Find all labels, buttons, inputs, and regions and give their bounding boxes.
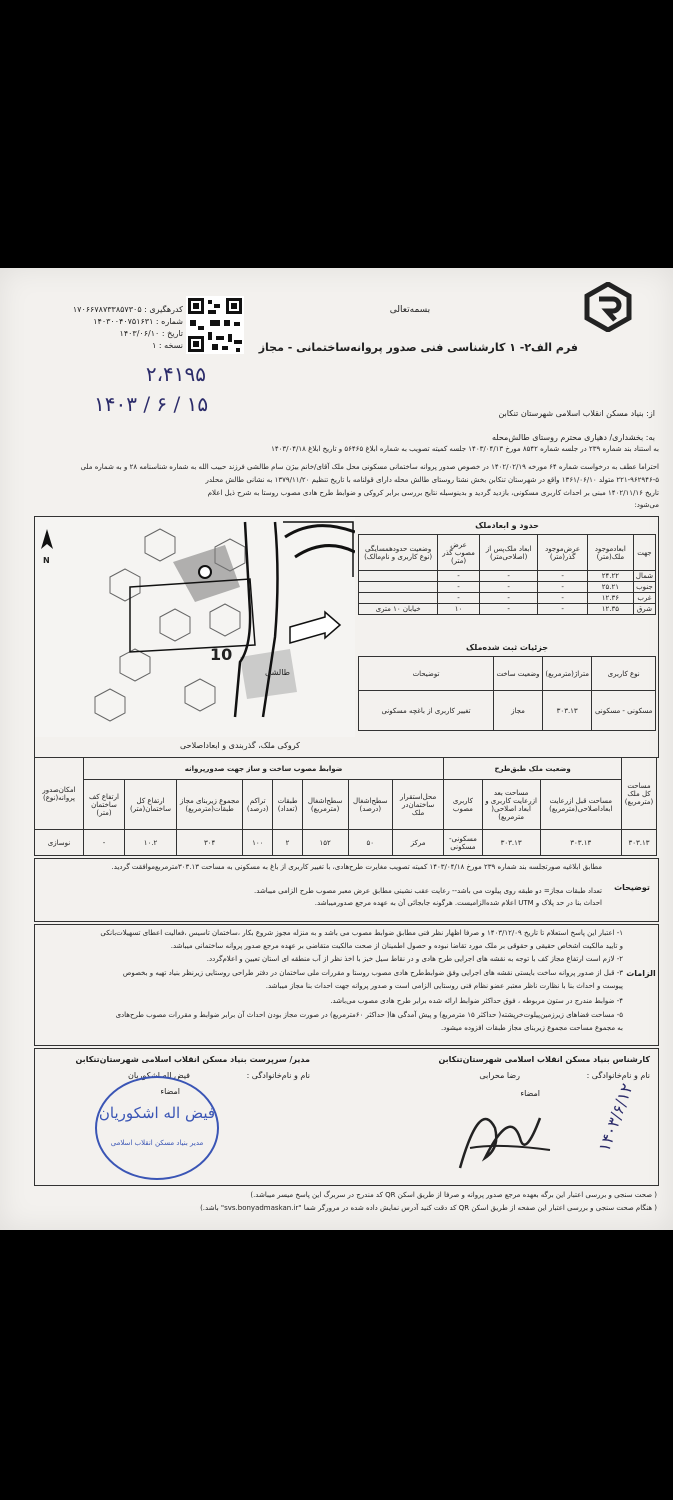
boundaries-header: ابعاد ملک‌پس از (اصلاحی‌متر) (479, 535, 538, 571)
status-header-before: مساحت قبل ازرعایت ابعاداصلاحی(مترمربع) (540, 780, 621, 830)
rules-header: مجموع زیربنای مجاز طبقات(مترمربع) (177, 780, 243, 830)
expert-title: کارشناس بنیاد مسکن انقلاب اسلامی شهرستان‌تنکابن (438, 1055, 650, 1064)
stamp-name: فیض اله اشکوریان (98, 1104, 216, 1122)
stamp-subtitle: مدیر بنیاد مسکن انقلاب اسلامی (110, 1139, 204, 1147)
road-label: طالشی (265, 668, 291, 677)
north-arrow-icon (41, 529, 53, 549)
registered-header: متراژ(مترمربع) (543, 657, 592, 691)
registered-row: مسکونی - مسکونی ۳۰۳.۱۳ مجاز تغییر کاربری از باغچه مسکونی (359, 691, 656, 731)
handwritten-date: ۱۴۰۳ / ۶ / ۱۵ (94, 392, 209, 416)
map-caption: کروکی ملک، گذربندی و ابعاداصلاحی (180, 741, 300, 750)
obligation-item: ۲- لازم است ارتفاع مجاز کف با توجه به نقشه های اجرایی طرح هادی و در نقاط سیل خیز با اخذ نظر از آب منطقه ای استان تعیین و اعلام‌گردد. (206, 955, 623, 963)
property-map (35, 517, 355, 737)
expert-sign-label: امضاء (520, 1089, 540, 1098)
form-title: فرم الف۲- ۱ کارشناسی فنی صدور پروانه‌ساختمانی - مجاز (258, 341, 578, 354)
status-header-after: مساحت بعد ازرعایت کاربری و ابعاد اصلاحی( مترمربع) (482, 780, 540, 830)
boundary-row: جنوب ۲۵.۲۱ - - - (359, 582, 656, 593)
document-page (0, 268, 673, 1230)
manager-name-label: نام و نام‌خانوادگی : (246, 1071, 310, 1080)
access-arrow-icon (290, 612, 340, 643)
boundaries-header: جهت (633, 535, 655, 571)
registered-header: وضعیت ساخت (494, 657, 543, 691)
handwritten-sign-date: ۱۴۰۳/۶/۱۲ (594, 1080, 637, 1155)
status-rules-values: ۳۰۳.۱۳ ۳۰۳.۱۳ ۳۰۳.۱۳ مسکونی- مسکونی مرکز ۵۰ ۱۵۲ ۲ ۱۰۰ ۳۰۴ ۱۰.۲ - نوسازی (35, 830, 657, 856)
boundaries-header: ابعادموجود ملک(متر) (587, 535, 633, 571)
intro-line-4: تاریخ ۱۴۰۲/۱۱/۱۶ مبنی بر احداث کاربری مسکونی، بازدید گردید و بدینوسیله نتایج بررسی برابر کروکی و ضوابط طرح هادی مصوب روستا به شرح ذیل اعلام (207, 489, 659, 497)
intro-line-1: به استناد بند شماره ۲۳۹ در جلسه شماره ۸۵۴۲ مورخ ۱۴۰۳/۰۴/۱۳ جلسه کمیته تصویب به شماره ابلاغ ۵۶۴۶۵ و تاریخ ابلاغ ۱۴۰۳/۰۴/۱۸ (271, 445, 659, 453)
handwritten-number: ۲،۴۱۹۵ (145, 362, 206, 386)
obligations-label: الزامات (626, 969, 656, 978)
tracking-code: کدرهگیری : ۱۷۰۶۶۷۸۷۳۳۸۵۷۳۰۵ (72, 305, 183, 314)
status-title: وضعیت ملک طبق‌طرح (444, 758, 622, 780)
manager-title: مدیر/ سرپرست بنیاد مسکن انقلاب اسلامی شهرستان‌تنکابن (75, 1055, 310, 1064)
letter-number: شماره : ۱۴۰۳۰۰۴۰۷۵۱۶۳۱ (93, 317, 183, 326)
boundary-row: شمال ۲۴.۲۲ - - - (359, 571, 656, 582)
expert-signature (440, 1088, 560, 1178)
manager-sign-label: امضاء (160, 1087, 180, 1096)
to-line: به: بخشداری/ دهیاری محترم روستای طالش‌محله (491, 433, 655, 442)
obligation-item: ۴- ضوابط مندرج در ستون مربوطه ، فوق حداکثر ضوابط ارائه شده برابر طرح هادی مصوب می‌باشد. (330, 997, 623, 1005)
expert-name: رضا محرابی (479, 1071, 520, 1080)
north-label: N (43, 556, 50, 565)
notes-label: توضیحات (614, 883, 650, 892)
footer-line-1: ( صحت سنجی و بررسی اعتبار این برگه بعهده مرجع صدور پروانه و صرفا از طریق اسکن QR کد مندرج در سربرگ این پاسخ میسر میباشد.) (250, 1191, 657, 1199)
official-stamp (95, 1076, 219, 1180)
intro-line-5: می‌شود: (634, 501, 659, 509)
rules-header: ارتفاع کل ساختمان(متر) (124, 780, 176, 830)
total-area-header: مساحت کل ملک (مترمربع) (622, 758, 657, 830)
boundaries-table (358, 534, 656, 615)
rules-header: محل‌استقرار ساختمان‌در ملک (392, 780, 443, 830)
status-header-use: کاربری مصوب (444, 780, 482, 830)
bismillah: بسمه‌تعالی (389, 305, 431, 315)
boundaries-header: عرض مصوب گذر (متر) (438, 535, 480, 571)
registered-table (358, 656, 656, 731)
road-width-label: 10 (210, 645, 233, 664)
permit-header: امکان‌صدور پروانه(نوع) (35, 758, 84, 830)
letter-date: تاریخ : ۱۴۰۳/۰۶/۱۰ (119, 329, 183, 338)
obligation-item: و تایید مالکیت اشخاص حقیقی و حقوقی بر ملک مورد تقاضا نبوده و حصول اطمینان از صحت مالکیت متقاضی بر عهده مرجع صدور پروانه ساختمانی میباشد. (170, 942, 623, 950)
obligation-item: ۱- اعتبار این پاسخ استعلام تا تاریخ ۱۴۰۳/۱۲/۰۹ و صرفا اظهار نظر فنی مطابق ضوابط مصوب می باشد و به منزله مجوز شروع بکار ،ساختمان تاسیس ،فعالیت اعطای تسهیلات‌بانکی (100, 929, 623, 937)
intro-line-2: احتراما عطف به درخواست شماره ۶۴ مورخه ۱۴۰۲/۰۲/۱۹ در خصوص صدور پروانه ساختمانی مسکونی محل ملک آقای/خانم بیژن سام طالشی فرزند حبیب الله به شماره شناسنامه ۲۸ و به شماره ملی (80, 463, 659, 471)
rules-header: سطح‌اشغال (درصد) (348, 780, 392, 830)
notes-line-2: تعداد طبقات مجاز= دو طبقه روی پیلوت می باشد-- رعایت عقب نشینی مطابق عرض معبر مصوب طرح الزامی میباشد. (254, 887, 602, 895)
footer-line-2: ( هنگام صحت سنجی و بررسی اعتبار این صفحه از طریق اسکن QR کد دقت کنید آدرس نمایش داده شده در مرورگر شما "svs.bonyadmaskan.ir" باشد.) (200, 1204, 657, 1212)
obligation-item: به مجموع مساحت مجموع زیربنای مجاز طبقات افزوده میشود. (440, 1024, 623, 1032)
notes-line-3: احداث بنا در حد پلاک و UTM اعلام شده‌الزامیست. هرگونه جابجائی آن به عهده مرجع صدورمیباشد. (314, 899, 602, 907)
notes-line-1: مطابق ابلاغیه صورتجلسه بند شماره ۲۳۹ مورخ ۱۴۰۳/۰۴/۱۸ کمیته تصویب مغایرت طرح‌هادی، با تغییر کاربری از باغ به مسکونی به مساحت ۳۰۳.۱۳مترمربع‌موافقت گردید. (111, 863, 602, 871)
rules-header: طبقات (تعداد) (273, 780, 302, 830)
obligation-item: ۳- قبل از صدور پروانه ساخت بایستی نقشه های اجرایی وفق ضوابط‌طرح هادی مصوب روستا و مقررات ملی ساختمان در دفتر طراحی روستایی زیرنظر بنیاد تهیه و بخصوص (122, 969, 623, 977)
boundaries-header: وضعیت حدودهمسایگی (نوع کاربری و نام‌مالک) (359, 535, 438, 571)
qr-code-icon (186, 296, 244, 354)
boundaries-header: عرض‌موجود گذر(متر) (538, 535, 587, 571)
manager-name: فیض اله اشکوریان (128, 1071, 190, 1080)
rules-header: ارتفاع کف ساختمان (متر) (84, 780, 125, 830)
registered-title: جزئیات ثبت شده‌ملک (466, 643, 548, 652)
expert-name-label: نام و نام‌خانوادگی : (586, 1071, 650, 1080)
rules-header: سطح‌اشغال (مترمربع) (302, 780, 348, 830)
copy-number: نسخه : ۱ (152, 341, 183, 350)
obligation-item: پیوست و احداث بنا با نظارت ناظر معتبر عضو نظام فنی روستایی الزامی است و صدور پروانه جهت احداث بنا مجاز میباشد. (265, 982, 623, 990)
boundary-row: غرب ۱۲.۳۶ - - - (359, 593, 656, 604)
boundary-row: شرق ۱۲.۳۵ - - ۱۰ خیابان ۱۰ متری (359, 604, 656, 615)
registered-header: نوع کاربری (592, 657, 656, 691)
registered-header: توضیحات (359, 657, 494, 691)
status-rules-table (34, 757, 657, 856)
from-line: از: بنیاد مسکن انقلاب اسلامی شهرستان تنکابن (498, 409, 655, 418)
intro-line-3: ۲۲۱-۹۶۲۹۴۶-۵ متولد ۱۳۶۱/۰۶/۱۰ واقع در شهرستان تنکابن بخش نشتا روستای طالش محله دارای قولنامه با تاریخ تنظیم ۱۳۷۹/۱۱/۲۰ به نشانی طالش محلدر (205, 476, 659, 484)
boundaries-title: حدود و ابعادملک (475, 521, 539, 530)
rules-header: تراکم (درصد) (243, 780, 273, 830)
bonyad-logo (583, 282, 633, 332)
rules-title: ضوابط مصوب ساخت و ساز جهت صدور‌پروانه (84, 758, 444, 780)
obligation-item: ۵- مساحت فضاهای زیرزمین‌پیلوت‌خرپشته( حداکثر ۱۵ مترمربع) و پیش آمدگی ها( حداکثر ۶۰مترمربع) در صورت مجاز بودن احداث آن برابر ضوابط و مقررات مصوب طرح‌هادی (115, 1011, 623, 1019)
